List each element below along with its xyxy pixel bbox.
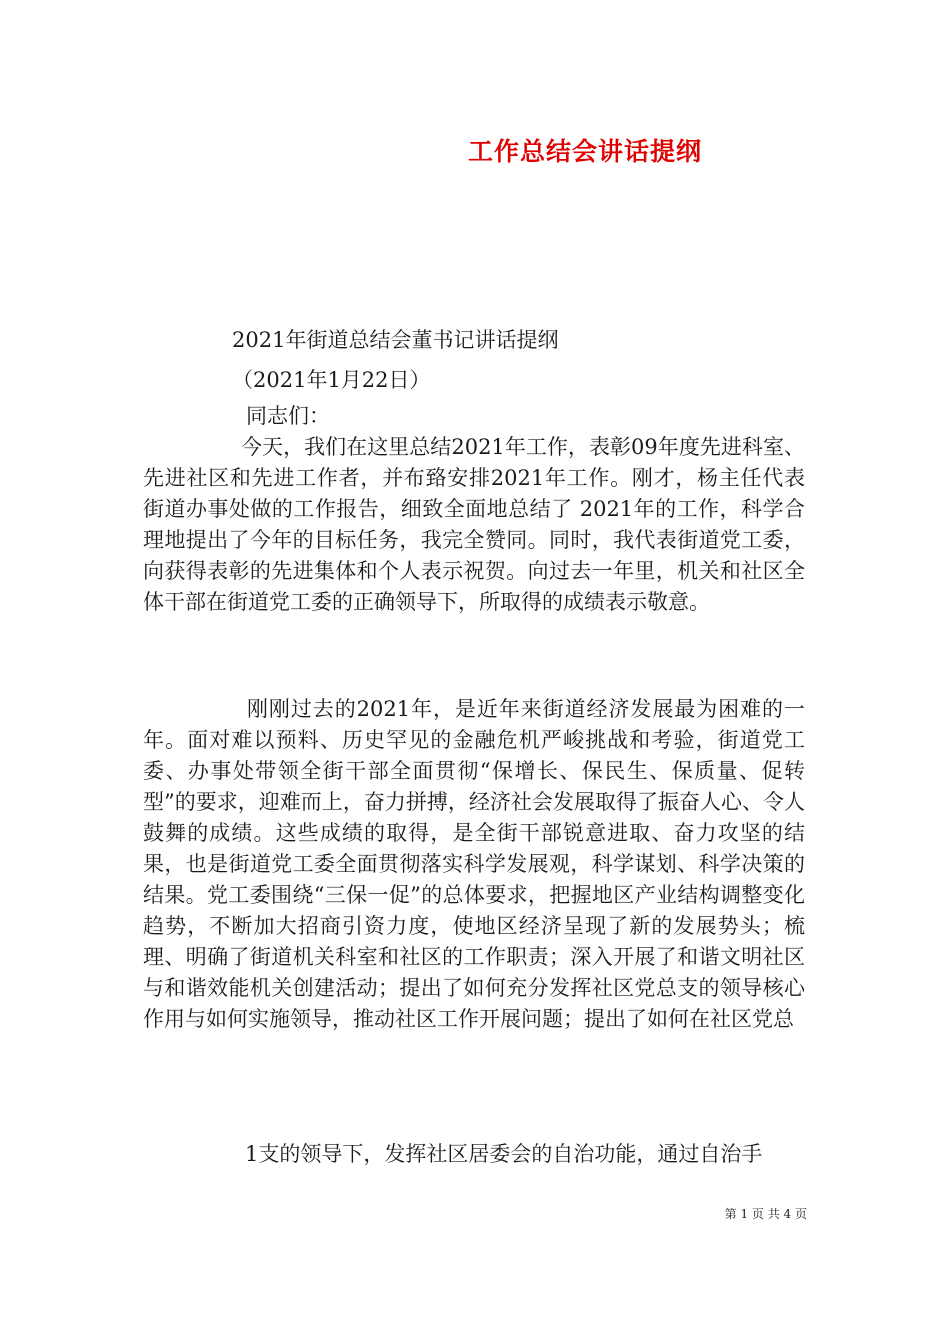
speech-subtitle: 2021年街道总结会董书记讲话提纲 bbox=[232, 328, 559, 352]
document-title: 工作总结会讲话提纲 bbox=[467, 137, 702, 166]
body-paragraph-1: 今天，我们在这里总结2021年工作，表彰09年度先进科室、先进社区和先进工作者，并布臵安排2021年工作。刚才，杨主任代表街道办事处做的工作报告，细致全面地总结了 2021年的工作，科学合理地提出了今年的目标任务，我完全赞同。同时，我代表街道党工委，向获得表彰的先进集体和个人表示祝贺。向过去一年里，机关和社区全体干部在街道党工委的正确领导下，所取得的成绩表示敬意。 bbox=[143, 435, 805, 614]
greeting: 同志们： bbox=[246, 404, 330, 428]
body-paragraph-3: 1支的领导下，发挥社区居委会的自治功能，通过自治手 bbox=[245, 1142, 763, 1166]
speech-date: （2021年1月22日） bbox=[232, 368, 431, 392]
page-number-footer: 第 1 页 共 4 页 bbox=[724, 1207, 807, 1221]
body-paragraph-2: 刚刚过去的2021年，是近年来街道经济发展最为困难的一年。面对难以预料、历史罕见的金融危机严峻挑战和考验，街道党工委、办事处带领全街干部全面贯彻“保增长、保民生、保质量、促转型”的要求，迎难而上，奋力拼搏，经济社会发展取得了振奋人心、令人鼓舞的成绩。这些成绩的取得，是全街干部锐意进取、奋力攻坚的结果，也是街道党工委全面贯彻落实科学发展观，科学谋划、科学决策的结果。党工委围绕“三保一促”的总体要求，把握地区产业结构调整变化趋势，不断加大招商引资力度，使地区经济呈现了新的发展势头；梳理、明确了街道机关科室和社区的工作职责；深入开展了和谐文明社区与和谐效能机关创建活动；提出了如何充分发挥社区党总支的领导核心作用与如何实施领导，推动社区工作开展问题；提出了如何在社区党总 bbox=[143, 697, 805, 1031]
